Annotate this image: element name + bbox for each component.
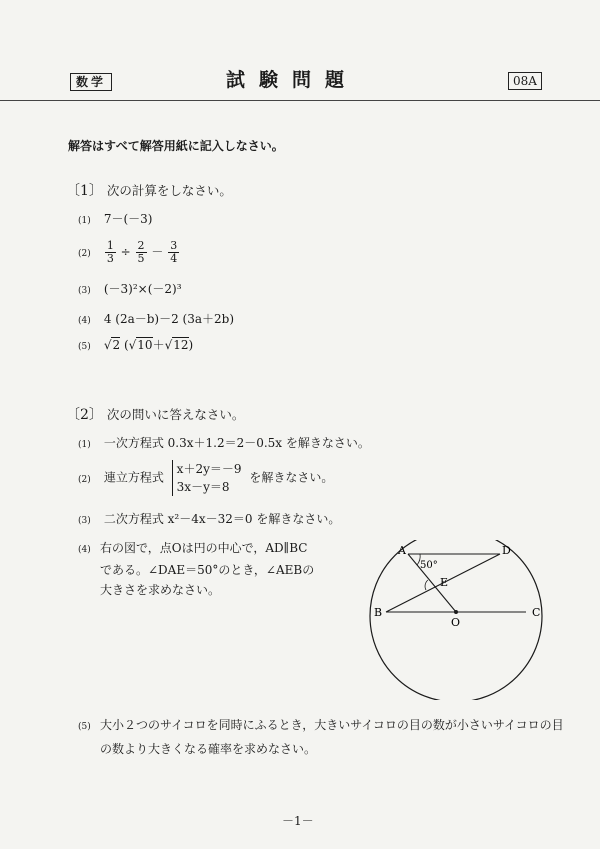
geometry-figure xyxy=(360,540,560,700)
question-tail: を解きなさい。 xyxy=(249,470,334,485)
sqrt-sign: √ xyxy=(103,338,112,352)
section1-number: 〔1〕 xyxy=(66,183,103,199)
section2-number: 〔2〕 xyxy=(66,407,103,423)
question-line-3: 大きさを求めなさい。 xyxy=(100,583,221,597)
radicand: 12 xyxy=(173,338,189,352)
item-number: (2) xyxy=(78,474,91,485)
s1-item-5 xyxy=(78,336,193,353)
section1-heading xyxy=(66,180,232,200)
item-expression: 4 (2a－b)－2 (3a＋2b) xyxy=(103,312,235,326)
s1-item-2 xyxy=(78,240,180,265)
section1-prompt: 次の計算をしなさい。 xyxy=(106,183,232,198)
question-line-1: 大小２つのサイコロを同時にふるとき，大きいサイコロの目の数が小さいサイコロの目 xyxy=(100,718,564,732)
question-text: 一次方程式 0.3x＋1.2＝2－0.5x を解きなさい。 xyxy=(103,436,370,450)
subject-label: 数学 xyxy=(70,73,112,91)
plus-sqrt: ＋√ xyxy=(152,338,173,352)
angle-label: 50° xyxy=(420,560,438,571)
angle-arc-E xyxy=(425,580,428,590)
operator-divide: ÷ xyxy=(120,245,131,259)
section2-prompt: 次の問いに答えなさい。 xyxy=(106,407,245,422)
question-text: 二次方程式 x²－4x－32＝0 を解きなさい。 xyxy=(103,512,341,526)
label-D: D xyxy=(502,544,511,557)
item-expression: (－3)²×(－2)³ xyxy=(103,282,182,296)
center-point xyxy=(454,610,458,614)
paren-open: (√ xyxy=(123,338,137,352)
operator-minus: － xyxy=(151,245,164,259)
question-line-2: である。∠DAE＝50°のとき，∠AEBの xyxy=(100,563,315,577)
label-C: C xyxy=(532,606,541,619)
s2-question-1 xyxy=(78,434,370,451)
item-number: (1) xyxy=(78,440,91,450)
fraction-3: $\frac{3}{4}$ xyxy=(170,239,178,265)
header-divider xyxy=(0,100,600,101)
question-lead: 連立方程式 xyxy=(103,470,164,485)
fraction-1: $\frac{1}{3}$ xyxy=(106,239,114,265)
question-line-1: 右の図で，点Oは円の中心で，AD∥BC xyxy=(100,541,308,555)
instruction-text: 解答はすべて解答用紙に記入しなさい。 xyxy=(68,139,284,153)
item-number: (4) xyxy=(78,545,91,555)
equation-2: 3x－y＝8 xyxy=(176,480,230,494)
question-line-2: の数より大きくなる確率を求めなさい。 xyxy=(100,742,317,756)
item-number: (2) xyxy=(78,249,91,259)
s1-item-1 xyxy=(78,210,152,227)
label-E: E xyxy=(440,576,449,589)
item-number: (4) xyxy=(78,316,91,326)
item-number: (1) xyxy=(78,216,91,226)
label-B: B xyxy=(374,606,383,619)
item-number: (5) xyxy=(78,722,91,732)
item-expression: 7－(－3) xyxy=(103,212,153,226)
radicand: 10 xyxy=(137,338,153,352)
label-O: O xyxy=(451,616,461,629)
s1-item-4 xyxy=(78,310,234,327)
fraction-2: $\frac{2}{5}$ xyxy=(137,239,145,265)
section2-heading xyxy=(66,404,244,424)
equation-system xyxy=(172,460,242,496)
s2-question-2 xyxy=(78,460,333,496)
item-number: (5) xyxy=(78,342,91,352)
s2-question-5 xyxy=(78,714,564,760)
equation-1: x＋2y＝－9 xyxy=(176,462,242,476)
label-A: A xyxy=(398,544,406,557)
exam-title: 試験問題 xyxy=(226,69,359,91)
item-number: (3) xyxy=(78,286,91,296)
s1-item-3 xyxy=(78,280,182,297)
paren-close: ) xyxy=(188,338,194,352)
item-number: (3) xyxy=(78,516,91,526)
s2-question-3 xyxy=(78,510,340,527)
exam-code: 08A xyxy=(508,72,542,90)
page-number: －1－ xyxy=(282,814,314,828)
s2-question-4 xyxy=(78,538,314,600)
radicand: 2 xyxy=(112,338,121,352)
